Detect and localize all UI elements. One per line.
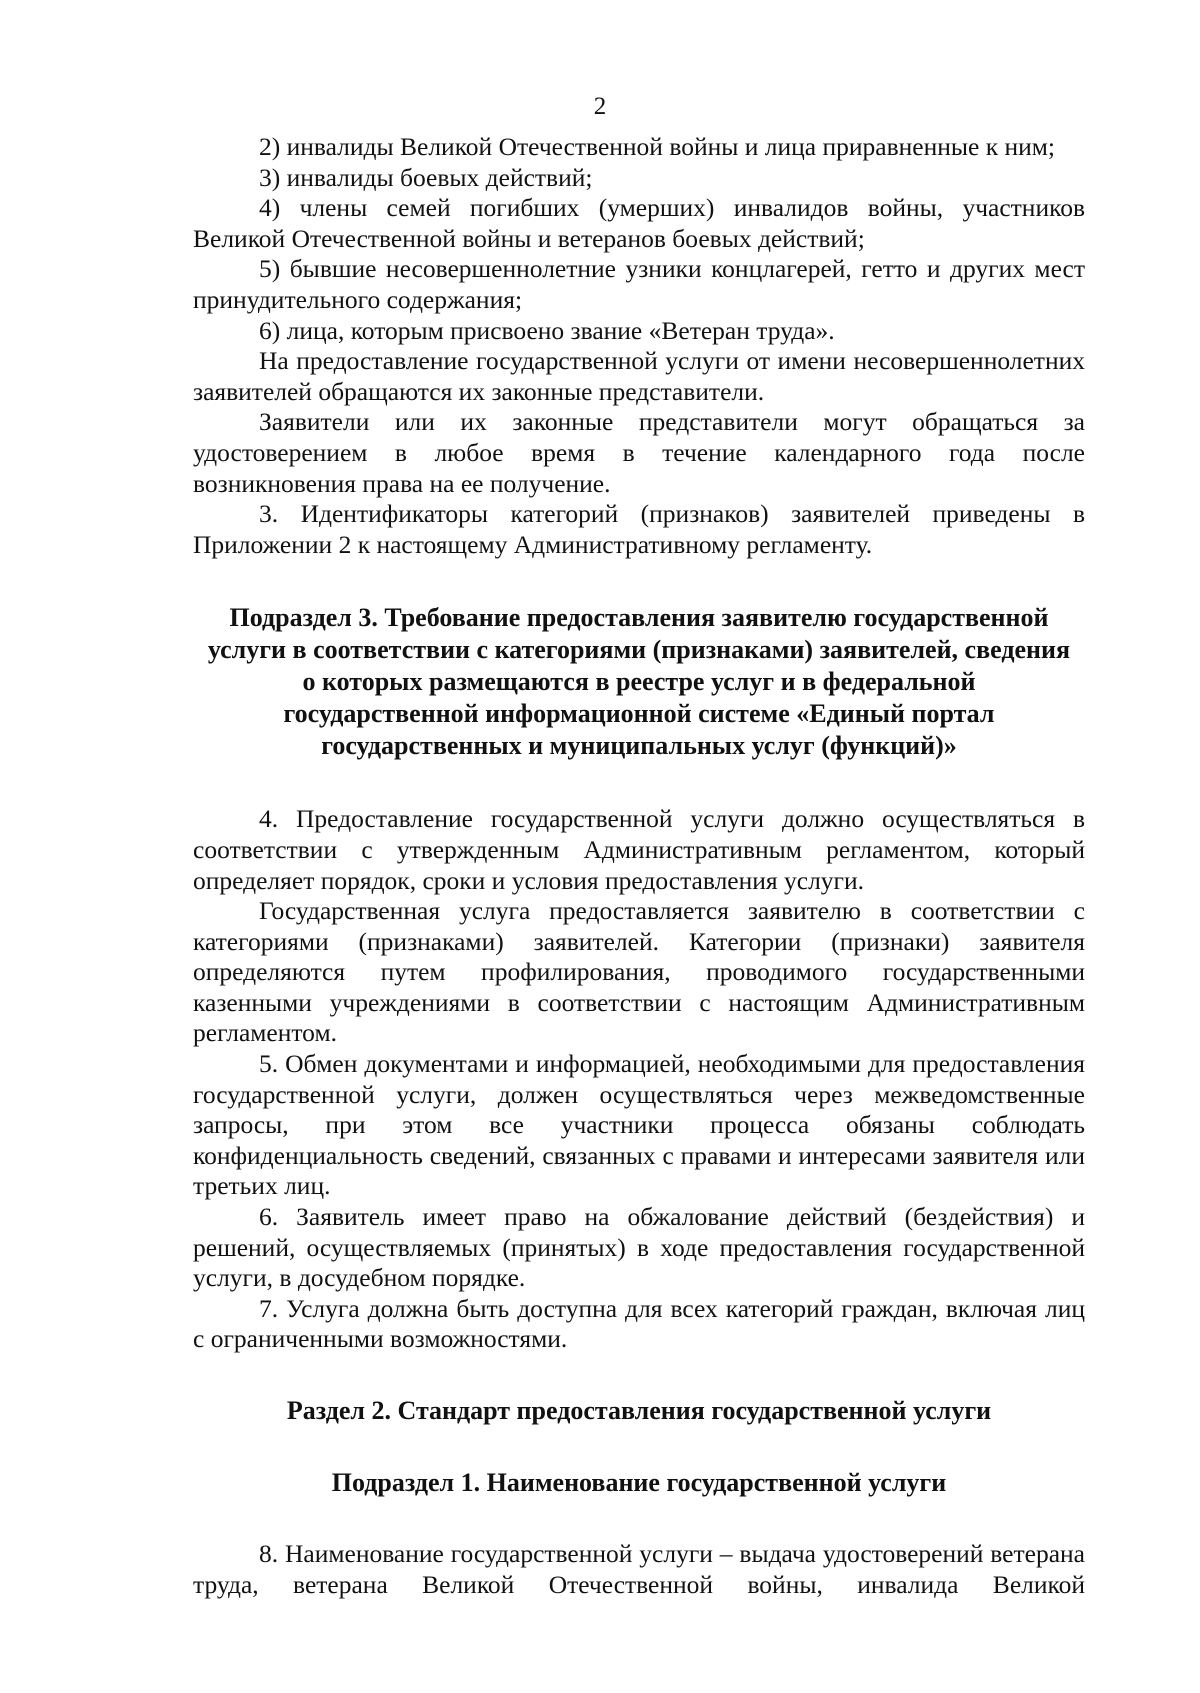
document-body bbox=[193, 132, 1085, 1600]
paragraph-6: 6. Заявитель имеет право на обжалование действий (бездействия) и решений, осуществляемых (принятых) в ходе предоставления государственной услуги, в досудебном порядке. bbox=[193, 1202, 1085, 1293]
heading-line: Подраздел 3. Требование предоставления заявителю государственной bbox=[229, 603, 1049, 633]
paragraph-4: 4. Предоставление государственной услуги должно осуществляться в соответствии с утвержденным Административным регламентом, который определяет порядок, сроки и условия предоставления услуги. bbox=[193, 804, 1085, 895]
paragraph-7: 7. Услуга должна быть доступна для всех категорий граждан, включая лиц с ограниченными возможностями. bbox=[193, 1293, 1085, 1354]
list-item-2: 2) инвалиды Великой Отечественной войны и лица приравненные к ним; bbox=[259, 132, 1055, 161]
subsection-3-heading bbox=[193, 602, 1085, 762]
heading-line: государственных и муниципальных услуг (функций)» bbox=[321, 731, 957, 761]
paragraph-8: 8. Наименование государственной услуги – выдача удостоверений ветерана труда, ветерана Великой Отечественной войны, инвалида Великой bbox=[193, 1539, 1085, 1599]
paragraph-representatives: На предоставление государственной услуги от имени несовершеннолетних заявителей обращаются их законные представители. bbox=[193, 346, 1085, 406]
paragraph-3-identifiers: 3. Идентификаторы категорий (признаков) заявителей приведены в Приложении 2 к настоящему Административному регламенту. bbox=[193, 499, 1085, 559]
paragraph-5: 5. Обмен документами и информацией, необходимыми для предоставления государственной услуги, должен осуществляться через межведомственные запросы, при этом все участники процесса обязаны соблюдать конфиденциальность сведений, связанных с правами и интересами заявителя или третьих лиц. bbox=[193, 1049, 1085, 1201]
list-item-3: 3) инвалиды боевых действий; bbox=[259, 162, 593, 192]
section-2-heading: Раздел 2. Стандарт предоставления государственной услуги bbox=[286, 1396, 992, 1425]
heading-line: услуги в соответствии с категориями (признаками) заявителей, сведения bbox=[207, 635, 1071, 665]
paragraph-applicants-time: Заявители или их законные представители могут обращаться за удостоверением в любое время в течение календарного года после возникновения права на ее получение. bbox=[193, 407, 1085, 498]
heading-line: государственной информационной системе «Единый портал bbox=[283, 699, 995, 729]
heading-line: о которых размещаются в реестре услуг и в федеральной bbox=[302, 667, 976, 697]
subsection-1-heading: Подраздел 1. Наименование государственной услуги bbox=[331, 1468, 947, 1497]
page-number: 2 bbox=[593, 93, 607, 120]
list-item-6: 6) лица, которым присвоено звание «Ветеран труда». bbox=[259, 315, 835, 345]
paragraph-categories: Государственная услуга предоставляется заявителю в соответствии с категориями (признаками) заявителей. Категории (признаки) заявителя определяются путем профилирования, проводимого государственными казенными учреждениями в соответствии с настоящим Административным регламентом. bbox=[193, 896, 1085, 1048]
list-item-5: 5) бывшие несовершеннолетние узники концлагерей, гетто и других мест принудительного содержания; bbox=[193, 254, 1085, 314]
list-item-4: 4) члены семей погибших (умерших) инвалидов войны, участников Великой Отечественной войны и ветеранов боевых действий; bbox=[193, 193, 1085, 253]
